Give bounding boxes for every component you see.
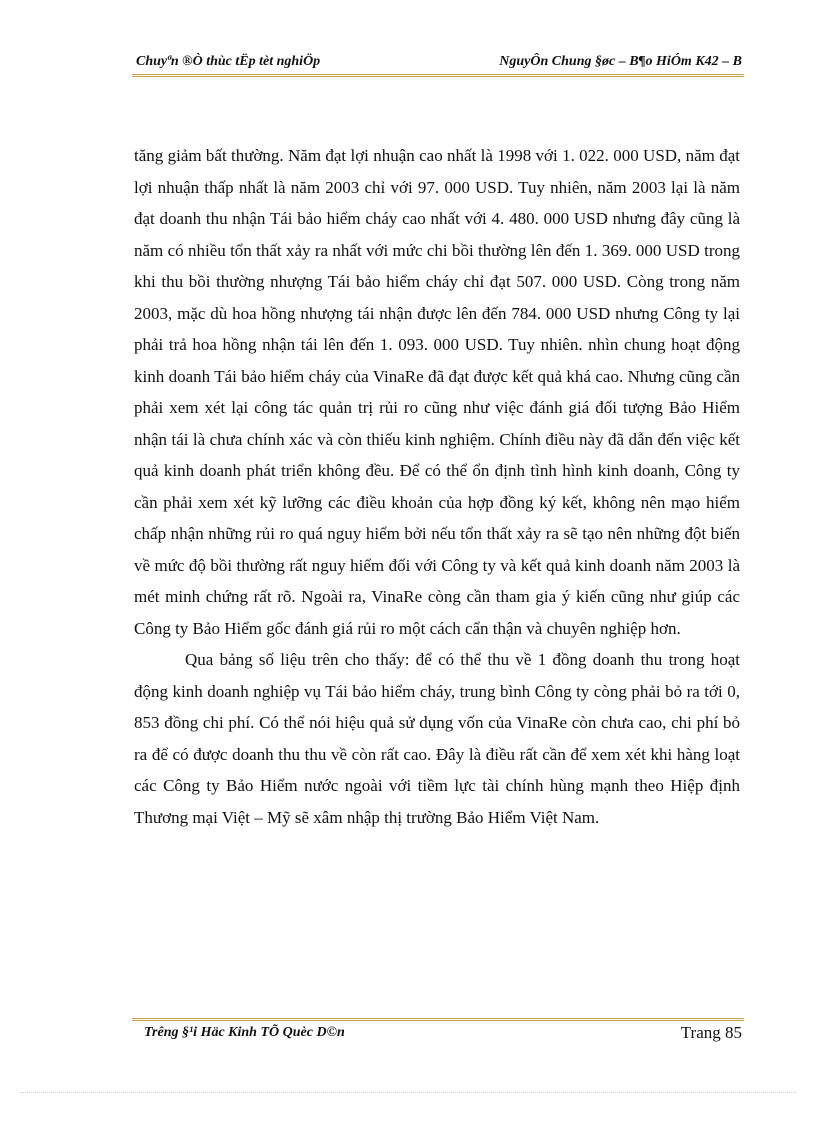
footer-divider — [132, 1018, 744, 1021]
page-footer — [132, 1018, 744, 1048]
header-document-title: Chuyªn ®Ò thùc tËp tèt nghiÖp — [136, 54, 321, 69]
paragraph-conclusion: Qua bảng số liệu trên cho thấy: để có thể thu về 1 đồng doanh thu trong hoạt động kinh doanh nghiệp vụ Tái bảo hiểm cháy, trung bình Công ty còng phải bỏ ra tới 0, 853 đồng chi phí. Có thể nói hiệu quả sử dụng vốn của VinaRe còn chưa cao, chi phí bỏ ra để có được doanh thu thu về còn rất cao. Đây là điều rất cần để xem xét khi hàng loạt các Công ty Bảo Hiểm nước ngoài với tiềm lực tài chính hùng mạnh theo Hiệp định Thương mại Việt – Mỹ sẽ xâm nhập thị trường Bảo Hiểm Việt Nam. — [134, 650, 740, 827]
header-author-info: NguyÔn Chung §øc – B¶o HiÓm K42 – B — [499, 54, 742, 69]
page-edge-divider — [20, 1092, 796, 1093]
header-divider — [132, 74, 744, 77]
page-body — [134, 140, 740, 833]
page-number: Trang 85 — [680, 1023, 742, 1042]
page-header — [132, 52, 744, 76]
paragraph-continued: tăng giảm bất thường. Năm đạt lợi nhuận cao nhất là 1998 với 1. 022. 000 USD, năm đạt lợi nhuận thấp nhất là năm 2003 chỉ với 97. 000 USD. Tuy nhiên, năm 2003 lại là năm đạt doanh thu nhận Tái bảo hiểm cháy cao nhất với 4. 480. 000 USD nhưng đây cũng là năm có nhiều tổn thất xảy ra nhất với mức chi bồi thường lên đến 1. 369. 000 USD trong khi thu bồi thường nhượng Tái bảo hiểm cháy chỉ đạt 507. 000 USD. Còng trong năm 2003, mặc dù hoa hồng nhượng tái nhận được lên đến 784. 000 USD nhưng Công ty lại phải trả hoa hồng nhận tái lên đến 1. 093. 000 USD. Tuy nhiên. nhìn chung hoạt động kinh doanh Tái bảo hiểm cháy của VinaRe đã đạt được kết quả khá cao. Nhưng cũng cần phải xem xét lại công tác quản trị rủi ro cũng như việc đánh giá đối tượng Bảo Hiểm nhận tái là chưa chính xác và còn thiếu kinh nghiệm. Chính điều này đã dẫn đến việc kết quả kinh doanh phát triển không đều. Để có thể ổn định tình hình kinh doanh, Công ty cần phải xem xét kỹ lưỡng các điều khoản của hợp đồng ký kết, không nên mạo hiểm chấp nhận những rủi ro quá nguy hiểm bởi nếu tổn thất xảy ra sẽ tạo nên những đột biến về mức độ bồi thường rất nguy hiểm đối với Công ty và kết quả kinh doanh năm 2003 là mét minh chứng rất rõ. Ngoài ra, VinaRe còng cần tham gia ý kiến cũng như giúp các Công ty Bảo Hiểm gốc đánh giá rủi ro một cách cẩn thận và chuyên nghiệp hơn. — [134, 146, 740, 638]
footer-university: Trêng §¹i Häc Kinh TÕ Quèc D©n — [144, 1025, 345, 1040]
